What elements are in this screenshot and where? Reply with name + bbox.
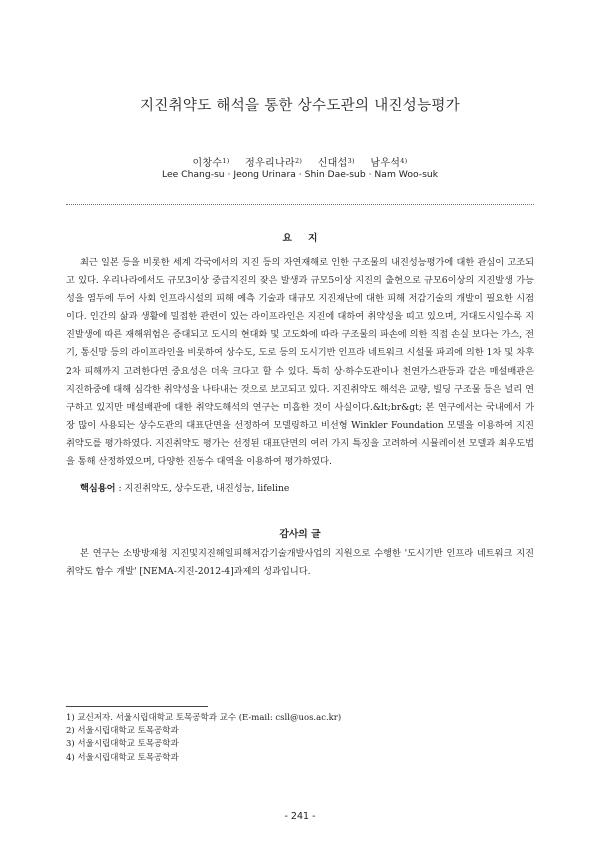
footnote-item: 3) 서울시립대학교 토목공학과 — [66, 739, 179, 750]
author-2: 정우리나라$^{2)}$ — [245, 157, 303, 169]
acknowledgement-body: 본 연구는 소방방재청 지진및지진해일피해저감기술개발사업의 지원으로 수행한 '도시기반 인프라 네트워크 지진취약도 함수 개발' [NEMA-지진-2012-4]과제의 성과입니다. — [66, 548, 534, 578]
header-divider — [66, 204, 534, 205]
author-list-korean — [0, 154, 600, 169]
author-3: 신대섭$^{3)}$ — [317, 157, 355, 169]
abstract-body: 최근 일본 등을 비롯한 세계 각국에서의 지진 등의 자연재해로 인한 구조물의 내진성능평가에 대한 관심이 고조되고 있다. 우리나라에서도 규모3이상 중급지진의 잦은 발생과 규모5이상 지진의 출현으로 규모6이상의 지진발생 가능성을 염두에 두어 사회 인프라시설의 피해 예측 기술과 대규모 지진재난에 대한 피해 저감기술의 개발이 필요한 시점이다. 인간의 삶과 생활에 밀접한 관련이 있는 라이프라인은 지진에 대하여 취약성을 띠고 있으며, 거대도시일수록 지진발생에 따른 재해위험은 증대되고 도시의 현대화 및 고도화에 따라 구조물의 파손에 의한 직접 손실 보다는 가스, 전기, 통신망 등의 라이프라인을 비롯하여 상수도, 도로 등의 도시기반 인프라 네트워크 시설물 파괴에 의한 1차 및 차후 2차 피해까지 고려한다면 중요성은 더욱 크다고 할 수 있다. 특히 상·하수도관이나 천연가스관등과 같은 매설배관은 지진하중에 대해 심각한 취약성을 나타내는 것으로 보고되고 있다. 지진취약도 해석은 교량, 빌딩 구조물 등은 널리 연구하고 있지만 매설배관에 대한 취약도해석의 연구는 미흡한 것이 사실이다.&lt;br&gt; 본 연구에서는 국내에서 가장 많이 사용되는 상수도관의 대표단면을 선정하여 모델링하고 비선형 Winkler Foundation 모델을 이용하여 지진취약도를 평가하였다. 지진취약도 평가는 선정된 대표단면의 여러 가지 특징을 고려하여 시뮬레이션 모델과 최우도법을 통해 산정하였으며, 다양한 진동수 대역을 이용하여 평가하였다. — [66, 257, 534, 468]
keywords-line — [80, 480, 520, 494]
keywords-colon: : — [118, 483, 125, 494]
author-1: 이창수$^{1)}$ — [192, 157, 230, 169]
footnote-item: 2) 서울시립대학교 토목공학과 — [66, 726, 179, 737]
keywords-values: 지진취약도, 상수도관, 내진성능, lifeline — [124, 483, 290, 494]
footnote-list — [66, 712, 534, 765]
keywords-label: 핵심용어 — [80, 483, 116, 494]
author-list-english: Lee Chang-su · Jeong Urinara · Shin Dae-sub · Nam Woo-suk — [161, 169, 439, 180]
paper-title: 지진취약도 해석을 통한 상수도관의 내진성능평가 — [139, 98, 461, 114]
abstract-heading: 요지 — [282, 233, 334, 244]
footnote-divider — [66, 706, 208, 707]
author-4: 남우석$^{4)}$ — [370, 157, 408, 169]
page-number: - 241 - — [284, 811, 316, 822]
footnote-item: 4) 서울시립대학교 토목공학과 — [66, 752, 179, 763]
footnote-item: 1) 교신저자. 서울시립대학교 토목공학과 교수 (E-mail: csll@uos.ac.kr) — [66, 713, 342, 723]
acknowledgement-heading: 감사의 글 — [279, 529, 321, 540]
